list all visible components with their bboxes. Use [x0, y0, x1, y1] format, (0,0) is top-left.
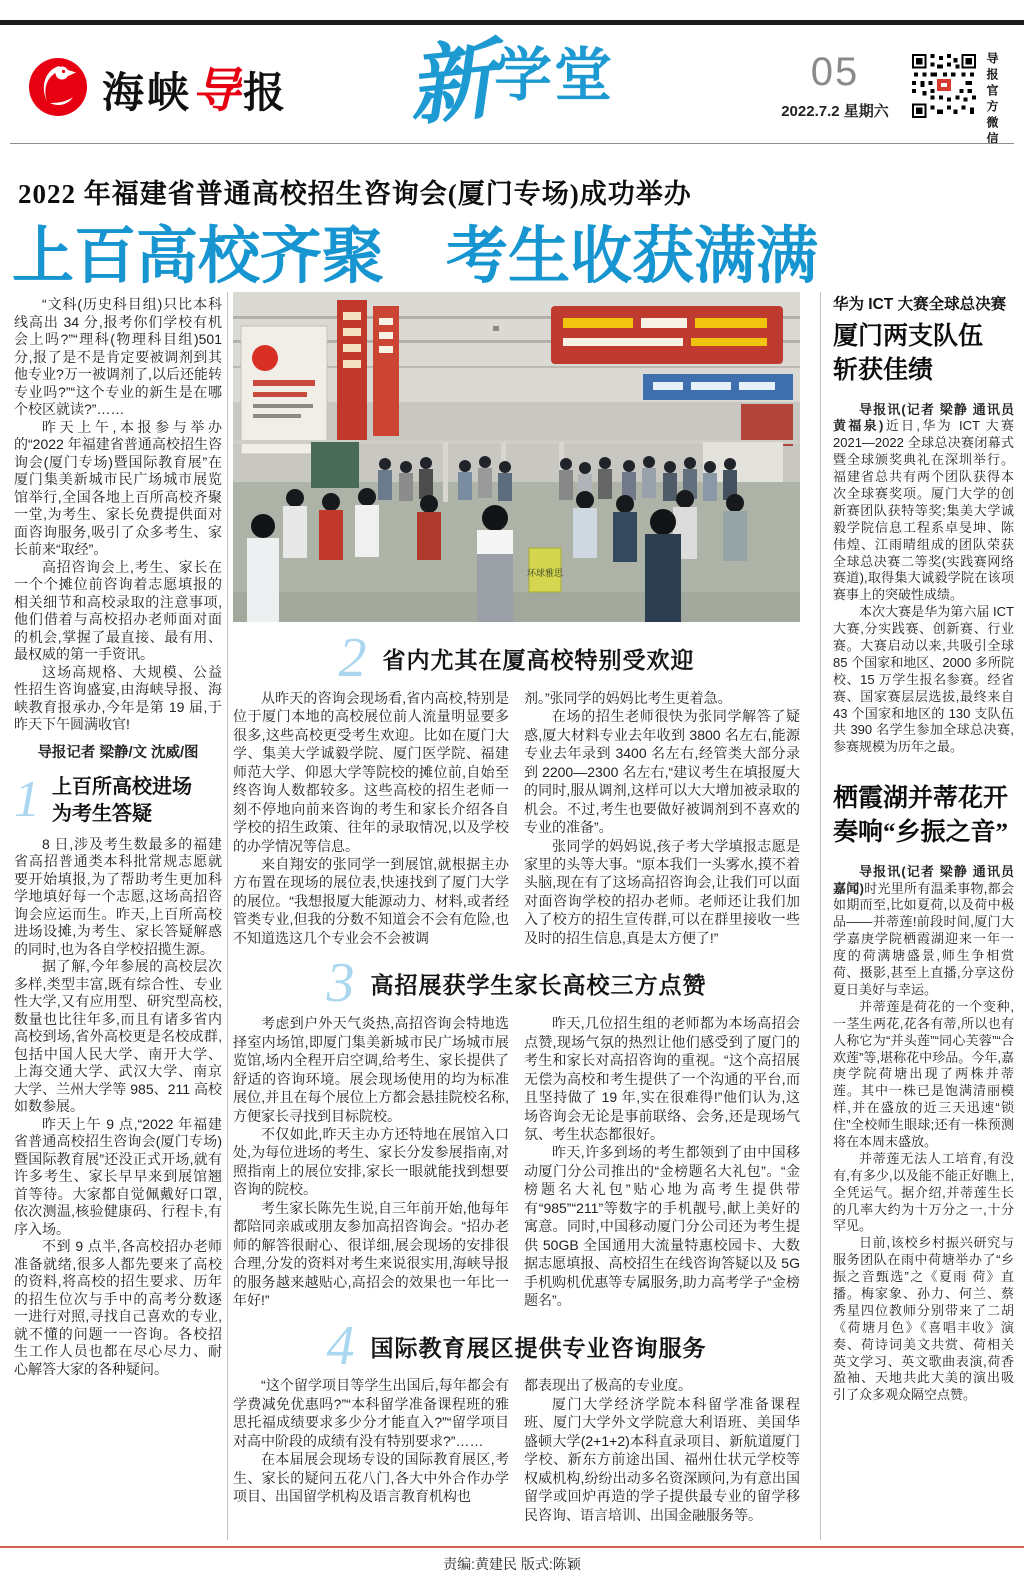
section2-body	[233, 689, 800, 948]
section3-col1	[233, 1014, 509, 1310]
brand-name	[102, 52, 288, 121]
article1-title-line1: 厦门两支队伍	[833, 323, 984, 350]
paragraph: 高招咨询会上,考生、家长在一个个摊位前咨询着志愿填报的相关细节和高校录取的注意事项,他们借着与高校招办老师面对面的机会,掌握了最直接、最有用、最权威的第一手资讯。	[14, 558, 222, 662]
paragraph: 这场高规格、大规模、公益性招生咨询盛宴,由海峡导报、海峡教育报承办,今年是第 19 届,于昨天下午圆满收官!	[14, 663, 222, 732]
section2-title: 省内尤其在厦高校特别受欢迎	[382, 646, 695, 673]
paragraph: 8 日,涉及考生数最多的福建省高招普通类本科批常规志愿就要开始填报,为了帮助考生更加科学地填好每一个志愿,这场高招咨询会应运而生。昨天,上百所高校进场设摊,为考生、家长答疑解惑的同时,也为各自学校招揽生源。	[14, 835, 222, 957]
brand-part3: 报	[243, 69, 289, 116]
section2-number: 2	[338, 627, 367, 689]
section2-heading	[233, 627, 800, 689]
paragraph: 昨天,许多到场的考生都领到了由中国移动厦门分公司推出的“金榜题名大礼包”。“金榜题名大礼包”贴心地为高考生提供带有“985”“211”等数字的手机靓号,献上美好的寓意。同时,中国移动厦门分公司还为考生提供 50GB 全国通用大流量特惠校园卡、大数据志愿填报、高校招生在线咨询答疑以及 5G 手机购机优惠等专属服务,助力高考学子“金榜题名”。	[524, 1144, 800, 1309]
qr-caption: 导报官方微信	[985, 52, 999, 148]
lead-tag: 导报讯(记者 梁静 通讯员 嘉闻)	[833, 863, 1014, 896]
section1-number: 1	[14, 771, 40, 829]
page-date: 2022.7.2 星期六	[781, 103, 889, 120]
paragraph: 昨天,几位招生组的老师都为本场高招会点赞,现场气氛的热烈让他们感受到了厦门的考生和家长对高招咨询的重视。“这个高招展无偿为高校和考生提供了一个沟通的平台,而且坚持做了 19 年,实在很难得!”他们认为,这场咨询会无论是事前联络、会务,还是现场气氛、考生状态都很好。	[524, 1015, 800, 1142]
left-column	[14, 296, 222, 1540]
paragraph: 厦门大学经济学院本科留学准备课程班、厦门大学外文学院意大利语班、美国华盛顿大学(2+1+2)本科直录项目、新航道厦门学校、新东方前途出国、福州仕状元学校等权威机构,纷纷出动多名资深顾问,为有意出国留学或回炉再造的学子提供最专业的留学移民咨询、语言培训、出国金融服务等。	[524, 1395, 800, 1523]
article2-title-line2: 奏响“乡振之音”	[833, 818, 1009, 846]
lead-text: 时光里所有温柔事物,都会如期而至,比如夏荷,以及荷中极品——并蒂莲!前段时间,厦门大学嘉庚学院栖霞湖迎来一年一度的荷满塘盛景,师生争相赏荷、摄影,甚至上直播,分享这份夏日美好与幸运。	[833, 880, 1014, 997]
page-info	[770, 52, 900, 121]
section1-title	[52, 774, 192, 828]
paragraph: 并蒂莲是荷花的一个变种,一茎生两花,花各有蒂,所以也有人称它为“并头莲”“同心芙蓉”“合欢莲”等,堪称花中珍品。今年,嘉庚学院荷塘出现了两株并蒂莲。其中一株已是饱满清丽模样,并在盛放的近三天迅速“锁住”全校师生眼球;还有一株预测将在本周末盛放。	[833, 998, 1014, 1149]
section1-title-line1: 上百所高校进场	[52, 775, 192, 798]
footer-divider	[0, 1546, 1024, 1548]
paragraph: 不仅如此,昨天主办方还特地在展馆入口处,为每位进场的考生、家长分发参展指南,对照指南上的展位安排,家长一眼就能找到想要咨询的院校。	[233, 1125, 509, 1198]
page-number: 05	[810, 50, 860, 94]
section2-col2	[524, 689, 800, 948]
brand-part2: 导	[192, 65, 244, 118]
section1-heading	[14, 771, 222, 829]
section3-col2	[524, 1014, 800, 1310]
section3-body	[233, 1014, 800, 1310]
paragraph: 考虑到户外天气炎热,高招咨询会特地选择室内场馆,即厦门集美新城市民广场城市展览馆,场内全程开启空调,给考生、家长提供了舒适的咨询环境。展会现场使用的均为标准展位,并且在每个展位上方都会悬挂院校名称,方便家长寻找到目标院校。	[233, 1015, 509, 1124]
article2	[833, 782, 1014, 1404]
paragraph: 考生家长陈先生说,自三年前开始,他每年都陪同亲戚或朋友参加高招咨询会。“招办老师的解答很耐心、很详细,展会现场的安排很合理,分发的资料对考生来说很实用,海峡导报的服务越来越贴心,高招会的效果也一年比一年好!”	[233, 1199, 509, 1309]
article1-title-line2: 斩获佳绩	[833, 356, 934, 384]
section4-title: 国际教育展区提供专业咨询服务	[370, 1334, 707, 1361]
bag-text: 环球雅思	[526, 568, 564, 578]
paragraph: 来自翔安的张同学一到展馆,就根据主办方布置在现场的展位表,快速找到了厦门大学的展位。“我想报厦大能源动力、材料,或者经管类专业,但我的分数不知道会不会有危险,也不知道选这几个专业会不会被调	[233, 856, 509, 946]
event-photo-illustration	[233, 292, 800, 622]
header-divider	[10, 143, 1014, 144]
paragraph: 从昨天的咨询会现场看,省内高校,特别是位于厦门本地的高校展位前人流量明显要多很多,这些高校更受考生欢迎。比如在厦门大学、集美大学诚毅学院、厦门医学院、福建师范大学、仰恩大学等院校的摊位前,自始至终咨询人数都较多。这些高校的招生老师一刻不停地向前来咨询的考生和家长介绍各自学校的招生政策、往年的录取情况,以及学校的办学情况等信息。	[233, 689, 509, 854]
newspaper-logo	[28, 52, 288, 121]
brand-part1: 海峡	[102, 69, 193, 116]
paragraph: 张同学的妈妈说,孩子考大学填报志愿是家里的头等大事。“原本我们一头雾水,摸不着头脑,现在有了这场高招咨询会,让我们可以面对面咨询学校的招办老师。老师还让我们加入了校方的招生宣传群,可以在群里接收一些及时的招生信息,真是太方便了!”	[524, 837, 800, 946]
article1-title	[833, 320, 1014, 388]
article2-title	[833, 782, 1014, 850]
headline-kicker: 2022 年福建省普通高校招生咨询会(厦门专场)成功举办	[18, 179, 692, 209]
footer-credits: 责编:黄建民 版式:陈颖	[443, 1556, 581, 1572]
section4-body	[233, 1376, 800, 1524]
paragraph: 昨天上午 9 点,“2022 年福建省普通高校招生咨询会(厦门专场)暨国际教育展”还没正式开场,就有许多考生、家长早早来到展馆翘首等待。大家都自觉佩戴好口罩,依次测温,核验健康码、行程卡,有序入场。	[14, 1115, 222, 1237]
paragraph	[833, 864, 1014, 999]
paragraph: 都表现出了极高的专业度。	[524, 1377, 692, 1394]
qr-code	[910, 52, 978, 120]
column-divider	[820, 292, 821, 1540]
paragraph: 并蒂莲无法人工培育,有没有,有多少,以及能不能正好瞧上,全凭运气。据介绍,并蒂莲生长的几率大约为十万分之一,十分罕见。	[833, 1150, 1014, 1234]
article1-eyebrow: 华为 ICT 大赛全球总决赛	[833, 296, 1007, 313]
paragraph: 据了解,今年参展的高校层次多样,类型丰富,既有综合性、专业性大学,又有应用型、研究型高校,数量也比往年多,而且有诸多省内高校到场,省外高校更是名校成群,包括中国人民大学、南开大学、上海交通大学、武汉大学、南京大学、兰州大学等 985、211 高校如数参展。	[14, 958, 222, 1115]
middle-column	[233, 292, 800, 1544]
paragraph: “这个留学项目等学生出国后,每年都会有学费减免优惠吗?”“本科留学准备课程班的雅思托福成绩要求多少分才能直入?”“留学项目对高中阶段的成绩有没有特别要求?”……	[233, 1377, 509, 1449]
paragraph: 在场的招生老师很快为张同学解答了疑惑,厦大材料专业去年收到 3800 名左右,能源专业去年录到 3400 名左右,经管类大部分录到 2200—2300 名左右,“建议考生在填报厦大的同时,服从调剂,这样可以大大增加被录取的机会。不过,考生也要做好被调剂到不喜欢的专业的准备”。	[524, 708, 800, 836]
paragraph: 剂。”张同学的妈妈比考生更着急。	[524, 689, 732, 706]
section4-col2	[524, 1376, 800, 1524]
section4-number: 4	[326, 1314, 355, 1377]
section3-number: 3	[326, 952, 355, 1015]
lead-text: 近日,华为 ICT 大赛 2021—2022 全球总决赛闭幕式暨全球颁奖典礼在深圳举行。福建省总共有两个团队获得本次全球赛奖项。厦门大学的创新赛团队获特等奖;集美大学诚毅学院信息工程系卓旻坤、陈伟煌、江雨晴组成的团队荣获全球总决赛二等奖(实践赛网络赛道),取得集大诚毅学院在该项赛事上的突破性成绩。	[833, 418, 1014, 603]
paragraph: 本次大赛是华为第六届 ICT 大赛,分实践赛、创新赛、行业赛。大赛启动以来,共吸引全球 85 个国家和地区、2000 多所院校、15 万学生报名参赛。经省赛、国家赛层层选拔,最终来自 43 个国家和地区的 130 支队伍共 390 名学生参加全球总决赛,参赛规模为历年之最。	[833, 604, 1014, 755]
paragraph: 不到 9 点半,各高校招办老师准备就绪,很多人都先要来了高校的资料,将高校的招生要求、历年的招生位次与手中的高考分数逐一进行对照,寻找自己喜欢的专业,就不懂的问题一一咨询。各校招生工作人员也都在尽心尽力、耐心解答大家的各种疑问。	[14, 1238, 222, 1377]
section3-heading	[233, 952, 800, 1015]
paragraph: 昨天上午,本报参与举办的“2022 年福建省普通高校招生咨询会(厦门专场)暨国际教育展”在厦门集美新城市民广场城市展览馆举行,全国各地上百所高校齐聚一堂,为考生、家长免费提供面对面咨询服务,吸引了众多考生、家长前来“取经”。	[14, 418, 222, 557]
section3-title: 高招展获学生家长高校三方点赞	[370, 972, 707, 999]
paragraph: 在本届展会现场专设的国际教育展区,考生、家长的疑问五花八门,各大中外合作办学项目、出国留学机构及语言教育机构也	[233, 1451, 509, 1505]
paragraph: “文科(历史科目组)只比本科线高出 34 分,报考你们学校有机会上吗?”“理科(物理科目组)501 分,报了是不是肯定要被调剂到其他专业?万一被调剂了,以后还能转专业吗?”“这个专业的新生是在哪个校区就读?”……	[14, 296, 222, 417]
right-column	[833, 292, 1014, 1540]
article2-title-line1: 栖霞湖并蒂花开	[833, 785, 1009, 813]
section4-col1	[233, 1376, 509, 1524]
stage-banner	[551, 306, 783, 364]
section4-heading	[233, 1314, 800, 1377]
section2-col1	[233, 689, 509, 948]
masthead-calligraphy: 新	[403, 31, 499, 137]
event-photo	[233, 292, 800, 622]
article1	[833, 292, 1014, 756]
section1-title-line2: 为考生答疑	[52, 802, 152, 825]
paragraph: 日前,该校乡村振兴研究与服务团队在雨中荷塘举办了“乡振之音甄选”之《夏雨 荷》直播。梅家象、孙力、何兰、蔡秀星四位教师分别带来了二胡《荷塘月色》《喜唱丰收》演奏、荷诗词美文共赏、荷相关英文学习、英文歌曲表演,荷香盈袖、天地共此大美的演出吸引了众多观众隔空点赞。	[833, 1235, 1014, 1403]
byline: 导报记者 梁静/文 沈威/图	[37, 744, 199, 761]
top-rule	[0, 20, 1024, 25]
booth-banner-left	[241, 326, 327, 454]
bird-logo-icon	[28, 57, 88, 117]
paragraph	[833, 402, 1014, 605]
column-divider	[227, 292, 228, 1540]
masthead-rest: 学堂	[494, 43, 615, 108]
section-masthead	[403, 28, 615, 137]
article1-body	[833, 402, 1014, 757]
lead-tag: 导报讯(记者 梁静 通讯员 黄福泉)	[833, 401, 1014, 434]
headline-title: 上百高校齐聚 考生收获满满	[12, 222, 819, 291]
article2-body	[833, 864, 1014, 1405]
